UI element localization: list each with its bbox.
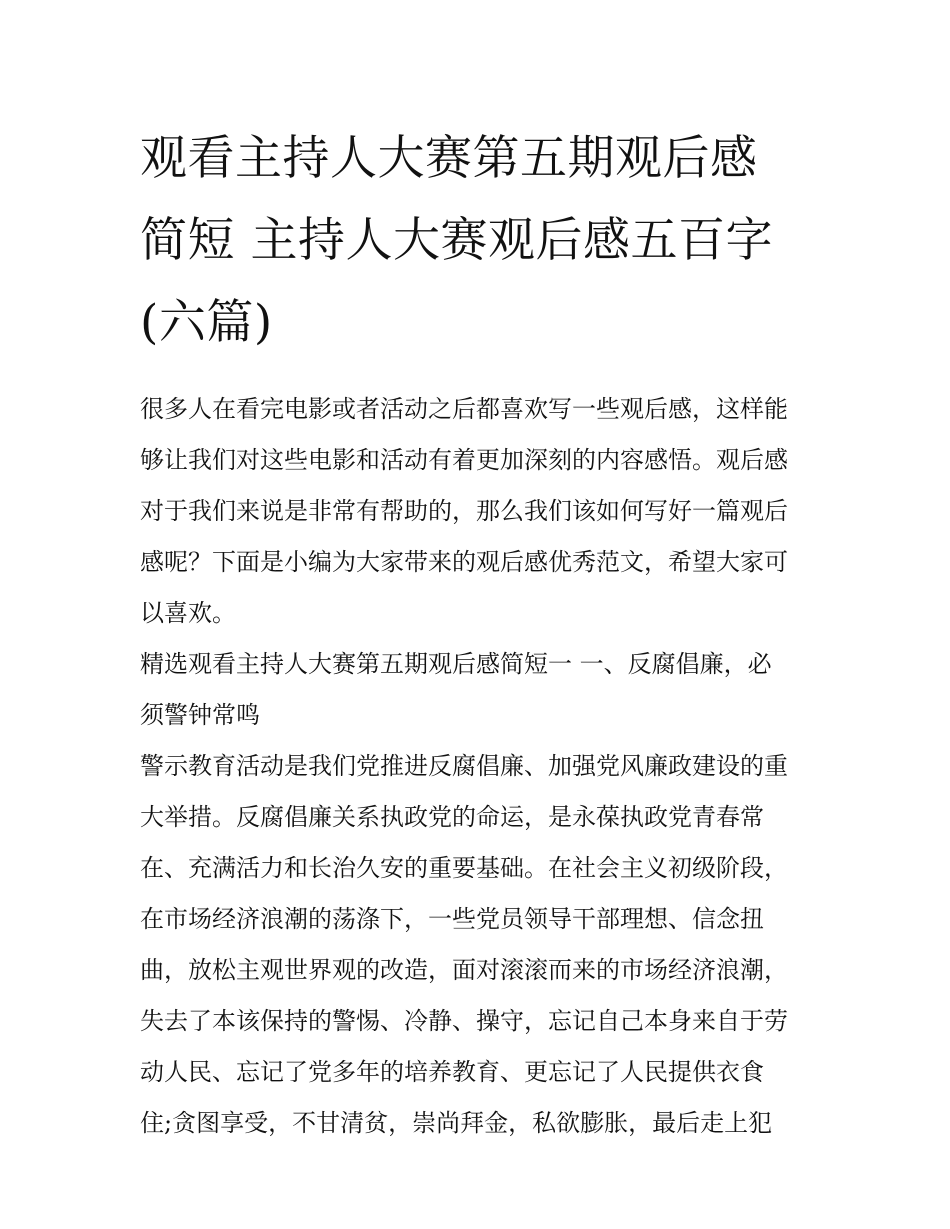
text-line: 失去了本该保持的警惕、冷静、操守，忘记自己本身来自于劳 bbox=[140, 1007, 788, 1035]
text-line: 在市场经济浪潮的荡涤下，一些党员领导干部理想、信念扭 bbox=[140, 905, 764, 933]
section-heading bbox=[140, 639, 820, 741]
text-line: 够让我们对这些电影和活动有着更加深刻的内容感悟。观后感 bbox=[140, 446, 788, 474]
text-line: 在、充满活力和长治久安的重要基础。在社会主义初级阶段， bbox=[140, 854, 788, 882]
text-line: 对于我们来说是非常有帮助的，那么我们该如何写好一篇观后 bbox=[140, 497, 788, 525]
text-line: 须警钟常鸣 bbox=[140, 701, 260, 729]
text-line: 住;贪图享受，不甘清贫，崇尚拜金，私欲膨胀，最后走上犯 bbox=[140, 1109, 773, 1137]
body-paragraph bbox=[140, 741, 820, 1149]
text-line: 精选观看主持人大赛第五期观后感简短一 一、反腐倡廉，必 bbox=[140, 650, 772, 678]
text-line: 警示教育活动是我们党推进反腐倡廉、加强党风廉政建设的重 bbox=[140, 752, 788, 780]
document-page bbox=[140, 118, 820, 1149]
document-body bbox=[140, 384, 820, 1149]
text-line: 很多人在看完电影或者活动之后都喜欢写一些观后感，这样能 bbox=[140, 395, 788, 423]
text-line: 大举措。反腐倡廉关系执政党的命运，是永葆执政党青春常 bbox=[140, 803, 764, 831]
text-line: 动人民、忘记了党多年的培养教育、更忘记了人民提供衣食 bbox=[140, 1058, 764, 1086]
title-line: 观看主持人大赛第五期观后感 bbox=[140, 131, 758, 186]
intro-paragraph bbox=[140, 384, 820, 639]
text-line: 感呢？下面是小编为大家带来的观后感优秀范文，希望大家可 bbox=[140, 548, 788, 576]
document-title bbox=[140, 118, 820, 364]
text-line: 以喜欢。 bbox=[140, 599, 236, 627]
title-line: 简短 主持人大赛观后感五百字 bbox=[140, 213, 773, 268]
title-line: (六篇) bbox=[140, 295, 273, 350]
text-line: 曲，放松主观世界观的改造，面对滚滚而来的市场经济浪潮， bbox=[140, 956, 788, 984]
